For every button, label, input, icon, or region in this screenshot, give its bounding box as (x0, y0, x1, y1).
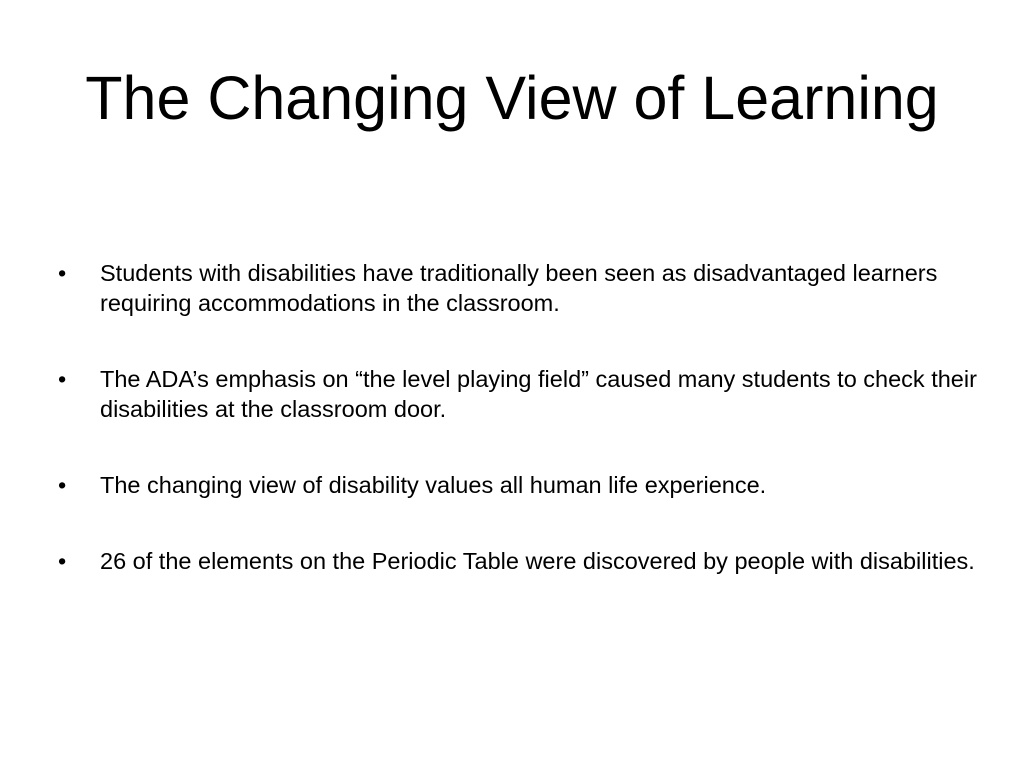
bullet-item (58, 258, 978, 318)
bullet-item (58, 546, 978, 576)
bullet-text: 26 of the elements on the Periodic Table were discovered by people with disabilities. (100, 548, 975, 574)
bullet-marker: • (58, 366, 67, 392)
bullet-marker: • (58, 260, 67, 286)
bullet-text: The ADA’s emphasis on “the level playing field” caused many students to check their disabilities at the classroom door. (100, 366, 977, 422)
bullet-list (58, 258, 978, 622)
bullet-text: The changing view of disability values all human life experience. (100, 472, 767, 498)
bullet-marker: • (58, 472, 67, 498)
slide-title: The Changing View of Learning (85, 64, 939, 132)
bullet-text: Students with disabilities have traditionally been seen as disadvantaged learners requiring accommodations in the classroom. (100, 260, 938, 316)
bullet-item (58, 364, 978, 424)
bullet-marker: • (58, 548, 67, 574)
bullet-item (58, 470, 978, 500)
